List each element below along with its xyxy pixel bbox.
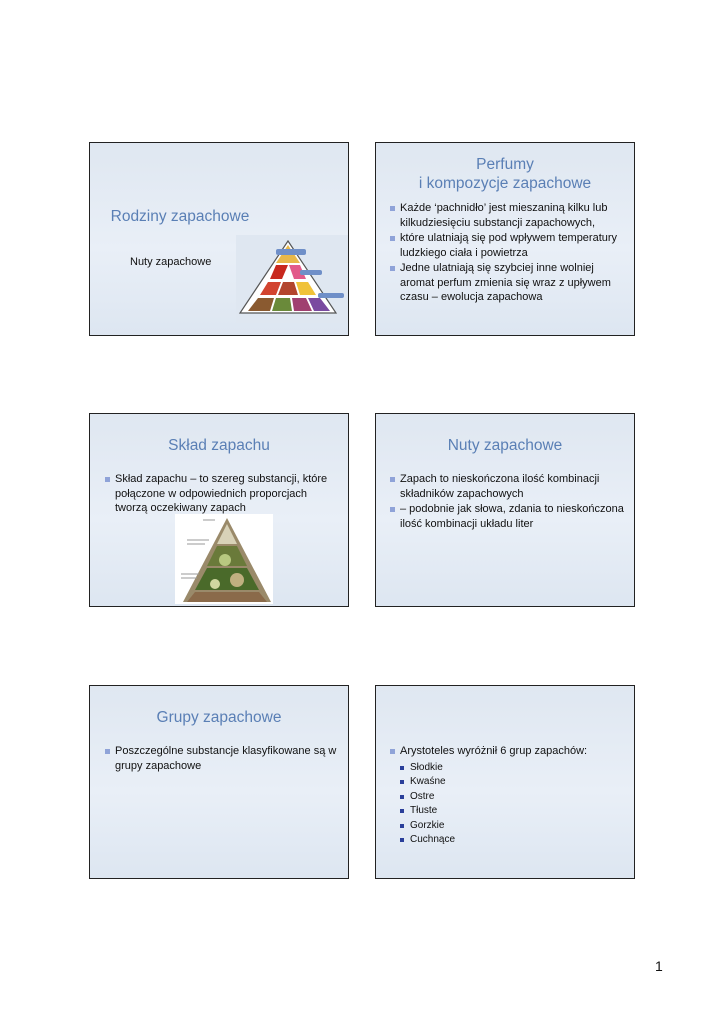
slide-title: Grupy zapachowe [156, 709, 282, 726]
sub-list [400, 761, 626, 849]
slide-title: Skład zapachu [168, 437, 270, 454]
bullet-list [105, 744, 341, 774]
sub-list-item: Cuchnące [400, 833, 626, 848]
list-item: Poszczególne substancje klasyfikowane są w grupy zapachowe [105, 744, 341, 773]
list-item: Skład zapachu – to szereg substancji, które połączone w odpowiednich proporcjach tworzą oczekiwany zapach [105, 472, 335, 516]
list-item: Każde ‘pachnidło’ jest mieszaniną kilku lub kilkudziesięciu substancji zapachowych, [390, 201, 630, 230]
list-item: które ulatniają się pod wpływem temperatury ludzkiego ciała i powietrza [390, 231, 630, 260]
slide-title-line2: i kompozycje zapachowe [418, 175, 592, 192]
list-item: Zapach to nieskończona ilość kombinacji składników zapachowych [390, 472, 626, 501]
slide-title: Nuty zapachowe [447, 437, 563, 454]
sub-list-item: Gorzkie [400, 819, 626, 834]
sub-list-item: Kwaśne [400, 775, 626, 790]
list-item: Jedne ulatniają się szybciej inne wolniej aromat perfum zmienia się wraz z upływem czasu – ewolucja zapachowa [390, 261, 630, 305]
slide-nuty-zapachowe [375, 413, 635, 607]
sub-list-item: Ostre [400, 790, 626, 805]
slide-grupy-zapachowe [89, 685, 349, 879]
slide-sklad-zapachu [89, 413, 349, 607]
bullet-list [390, 472, 626, 532]
slide-perfumy [375, 142, 635, 336]
bullet-list [105, 472, 335, 517]
fragrance-pyramid-image [236, 235, 348, 323]
slide-title: Rodziny zapachowe [110, 208, 250, 225]
sub-list-item: Tłuste [400, 804, 626, 819]
bullet-list [390, 201, 630, 306]
list-item [390, 744, 626, 848]
list-item-text: Arystoteles wyróżnił 6 grup zapachów: [400, 745, 588, 757]
bullet-list [390, 744, 626, 849]
page-number: 1 [655, 958, 663, 974]
sub-list-item: Słodkie [400, 761, 626, 776]
slide-subtitle: Nuty zapachowe [130, 256, 212, 268]
slide-title-line1: Perfumy [476, 156, 534, 173]
slide-rodziny-zapachowe [89, 142, 349, 336]
list-item: – podobnie jak słowa, zdania to nieskończona ilość kombinacji układu liter [390, 502, 626, 531]
slide-grupy-arystotelesa [375, 685, 635, 879]
scent-pyramid-image [175, 514, 273, 604]
